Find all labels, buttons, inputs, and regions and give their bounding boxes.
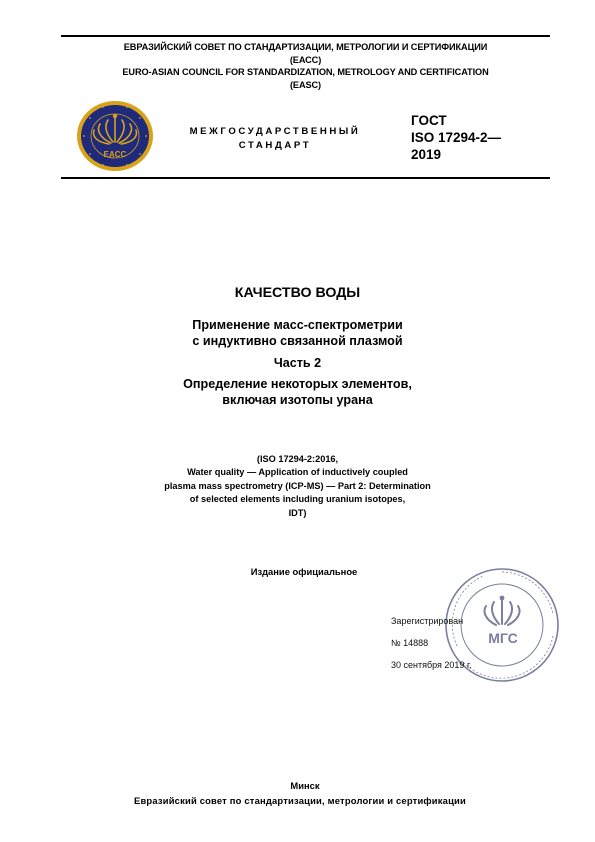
council-ru-name: ЕВРАЗИЙСКИЙ СОВЕТ ПО СТАНДАРТИЗАЦИИ, МЕТРОЛОГИИ И СЕРТИФИКАЦИИ xyxy=(123,42,488,52)
standard-type-line2: СТАНДАРТ xyxy=(238,139,312,151)
standard-type-line1: МЕЖГОСУДАРСТВЕННЫЙ xyxy=(189,126,361,137)
footer-city: Минск xyxy=(290,780,320,791)
edition-label: Издание официальное xyxy=(250,566,358,577)
iso-ref-line3: plasma mass spectrometry (ICP-MS) — Part 2: Determination xyxy=(164,480,431,491)
standard-number-line1: ISO 17294-2— xyxy=(411,130,502,145)
iso-ref-line5: IDT) xyxy=(288,507,307,518)
header-bottom-rule xyxy=(61,177,550,179)
iso-ref-line4: of selected elements including uranium isotopes, xyxy=(189,494,406,505)
logo-text: EACC xyxy=(103,150,127,159)
subtitle xyxy=(0,318,595,409)
subtitle-part: Часть 2 xyxy=(273,355,322,370)
iso-ref-line2: Water quality — Application of inductively coupled xyxy=(187,467,408,478)
council-ru-abbr: (ЕАСС) xyxy=(289,54,322,65)
iso-reference xyxy=(0,453,595,520)
standard-number-line2: 2019 xyxy=(411,147,442,162)
subtitle-line4: включая изотопы урана xyxy=(222,393,373,408)
registration-info xyxy=(391,610,556,676)
easc-emblem-icon xyxy=(70,100,160,172)
subtitle-line2: с индуктивно связанной плазмой xyxy=(192,333,403,348)
subtitle-line3: Определение некоторых элементов, xyxy=(183,377,412,392)
page-title: КАЧЕСТВО ВОДЫ xyxy=(234,285,361,301)
standard-code: ГОСТ xyxy=(411,113,447,128)
subtitle-line1: Применение масс-спектрометрии xyxy=(192,318,403,332)
registration-number: № 14888 xyxy=(391,638,429,648)
footer-publisher: Евразийский совет по стандартизации, метрологии и сертификации xyxy=(134,795,466,806)
standard-designation xyxy=(411,112,551,163)
stamp-center-text: МГС xyxy=(488,630,518,646)
registration-date: 30 сентября 2019 г. xyxy=(391,660,472,670)
council-en-name: EURO-ASIAN COUNCIL FOR STANDARDIZATION, METROLOGY AND CERTIFICATION xyxy=(122,67,489,78)
top-rule xyxy=(61,35,550,37)
registration-label: Зарегистрирован xyxy=(391,616,464,626)
iso-ref-line1: (ISO 17294-2:2016, xyxy=(256,454,339,464)
standard-type xyxy=(160,125,390,152)
council-header xyxy=(61,41,550,91)
council-en-abbr: (EASC) xyxy=(289,79,322,90)
